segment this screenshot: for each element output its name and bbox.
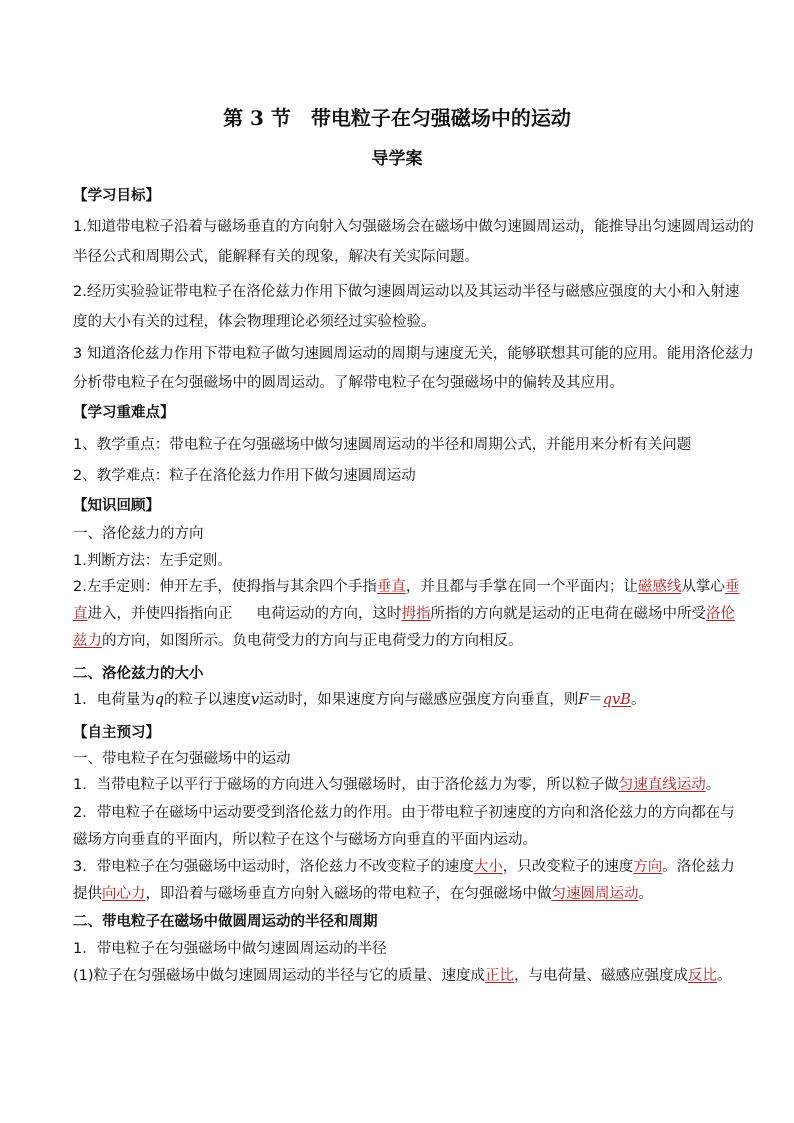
text-run: 。 [705, 777, 721, 793]
answer-blank: 洛伦 [706, 606, 735, 622]
keypoints-heading: 【学习重难点】 [73, 405, 175, 421]
text-run: 提供 [73, 886, 102, 902]
answer-blank: 大小 [473, 859, 503, 875]
text-run: 。 [638, 886, 653, 902]
text-run: 3．带电粒子在匀强磁场中运动时，洛伦兹力不改变粒子的速度 [73, 859, 474, 875]
equals-sign: ＝ [588, 692, 603, 708]
answer-blank: 方向 [633, 859, 663, 875]
preview-heading: 【自主预习】 [73, 725, 160, 741]
text-run: 进入，并使四指指向正 [87, 606, 233, 622]
text-run: 电荷运动的方向，这时 [256, 606, 402, 622]
answer-blank: 垂 [724, 579, 740, 595]
preview-section-1: 一、带电粒子在匀强磁场中的运动 [73, 751, 291, 767]
answer-blank: 兹力 [73, 633, 102, 649]
goals-line-4: 度的大小有关的过程，体会物理理论必须经过实验检验。 [73, 314, 436, 330]
symbol-q: q [154, 692, 165, 708]
preview-radius-heading: 1．带电粒子在匀强磁场中做匀速圆周运动的半径 [73, 941, 387, 957]
text-run: 1．电荷量为 [73, 692, 155, 708]
text-run: 。 [630, 692, 646, 708]
preview-section-2: 二、带电粒子在磁场中做圆周运动的半径和周期 [73, 914, 378, 930]
preview-item-3-line-1 [73, 857, 735, 877]
symbol-v: v [251, 692, 260, 708]
answer-blank: 拇指 [401, 606, 431, 622]
goals-heading: 【学习目标】 [73, 188, 160, 204]
symbol-f: F [578, 692, 589, 708]
answer-blank: 向心力 [102, 886, 146, 902]
text-run: 所指的方向就是运动的正电荷在磁场中所受 [430, 606, 706, 622]
answer-blank: 垂直 [376, 579, 406, 595]
text-run: ，并且都与手掌在同一个平面内；让 [405, 579, 638, 595]
answer-blank: 匀速直线运动 [618, 777, 706, 793]
goals-line-3: 2.经历实验验证带电粒子在洛伦兹力作用下做匀速圆周运动以及其运动半径与磁感应强度的大小和入射速 [73, 284, 740, 300]
preview-item-1 [73, 775, 723, 795]
text-run: ，与电荷量、磁感应强度成 [514, 968, 689, 984]
goals-line-2: 半径公式和周期公式，能解释有关的现象，解决有关实际问题。 [73, 249, 479, 265]
review-formula-line [73, 690, 723, 710]
text-run: 2.左手定则：伸开左手，使拇指与其余四个手指 [73, 579, 377, 595]
keypoints-line-2: 2、教学难点：粒子在洛伦兹力作用下做匀速圆周运动 [73, 468, 416, 484]
text-run: 从掌心 [681, 579, 725, 595]
review-heading: 【知识回顾】 [73, 498, 160, 514]
preview-item-3-line-2 [73, 884, 723, 904]
review-method: 1.判断方法：左手定则。 [73, 553, 232, 569]
answer-blank: 匀速圆周运动 [551, 886, 639, 902]
preview-item-2-line-2: 磁场方向垂直的平面内，所以粒子在这个与磁场方向垂直的平面内运动。 [73, 832, 537, 848]
text-run: 。 [717, 968, 732, 984]
text-run: ，即沿着与磁场垂直方向射入磁场的带电粒子，在匀强磁场中做 [145, 886, 552, 902]
review-section-1: 一、洛伦兹力的方向 [73, 526, 204, 542]
review-section-2: 二、洛伦兹力的大小 [73, 666, 204, 682]
page-subtitle: 导学案 [371, 149, 423, 169]
answer-blank: 正比 [485, 968, 515, 984]
answer-blank: 磁感线 [637, 579, 682, 595]
text-run: 1．当带电粒子以平行于磁场的方向进入匀强磁场时，由于洛伦兹力为零，所以粒子做 [73, 777, 619, 793]
text-run: 运动时，如果速度方向与磁感应强度方向垂直，则 [259, 692, 579, 708]
answer-blank: 直 [73, 606, 88, 622]
review-rule-line-3 [73, 631, 723, 651]
goals-line-5: 3 知道洛伦兹力作用下带电粒子做匀速圆周运动的周期与速度无关，能够联想其可能的应用。能用洛伦兹力 [73, 346, 754, 362]
text-run: ，只改变粒子的速度 [502, 859, 634, 875]
goals-line-6: 分析带电粒子在匀强磁场中的圆周运动。了解带电粒子在匀强磁场中的偏转及其应用。 [73, 375, 624, 391]
answer-blank: qvB [602, 692, 631, 708]
text-run: (1)粒子在匀强磁场中做匀速圆周运动的半径与它的质量、速度成 [73, 968, 486, 984]
answer-blank: 反比 [688, 968, 718, 984]
text-run: 的方向，如图所示。负电荷受力的方向与正电荷受力的方向相反。 [102, 633, 523, 649]
goals-line-1: 1.知道带电粒子沿着与磁场垂直的方向射入匀强磁场会在磁场中做匀速圆周运动，能推导出匀速圆周运动的 [73, 219, 754, 235]
text-run: 的粒子以速度 [164, 692, 252, 708]
preview-item-2-line-1: 2．带电粒子在磁场中运动要受到洛伦兹力的作用。由于带电粒子初速度的方向和洛伦兹力的方向都在与 [73, 805, 735, 821]
review-rule-line-2 [73, 604, 735, 624]
text-run: 。洛伦兹力 [662, 859, 735, 875]
keypoints-line-1: 1、教学重点：带电粒子在匀强磁场中做匀速圆周运动的半径和周期公式，并能用来分析有关问题 [73, 437, 692, 453]
review-rule-line-1 [73, 577, 740, 597]
preview-radius-line [73, 966, 732, 986]
page-title: 第 3 节 带电粒子在匀强磁场中的运动 [223, 106, 571, 130]
